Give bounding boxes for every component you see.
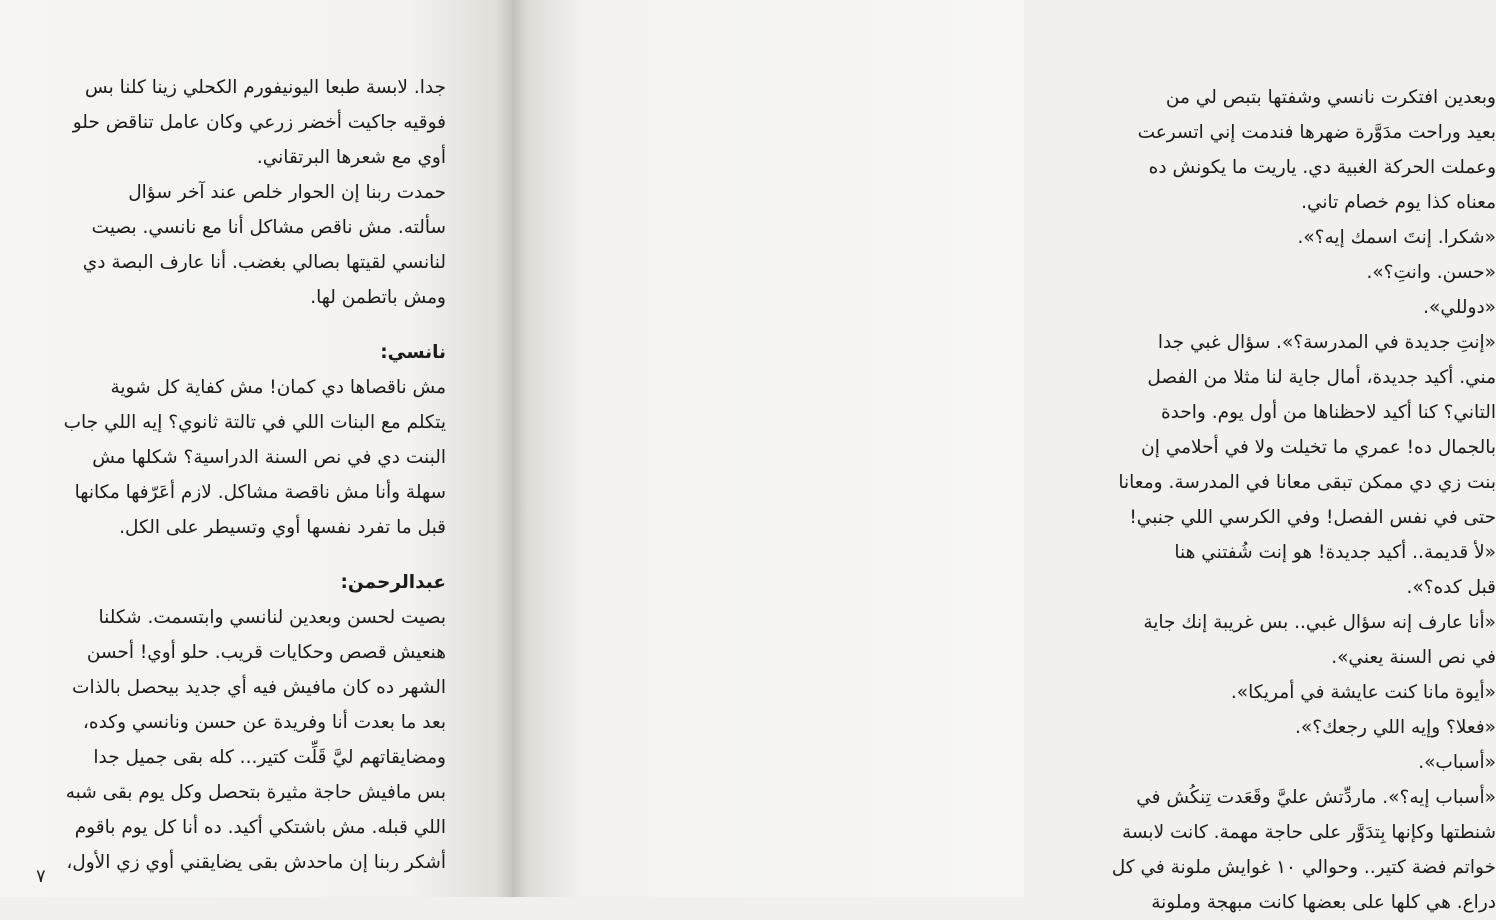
text-line: بعد ما بعدت أنا وفريدة عن حسن ونانسي وكده، bbox=[82, 712, 446, 733]
text-line: هنعيش قصص وحكايات قريب. حلو أوي! أحسن bbox=[86, 642, 446, 663]
text-line: ومش باتطمن لها. bbox=[310, 287, 446, 308]
text-line: «أنا عارف إنه سؤال غبي.. بس غريبة إنك جاية bbox=[1143, 612, 1496, 633]
text-line: لنانسي لقيتها بصالي بغضب. أنا عارف البصة دي bbox=[82, 252, 446, 273]
text-line: دراع. هي كلها على بعضها كانت مبهجة وملونة bbox=[1151, 892, 1496, 913]
text-line: بعيد وراحت مدَوَّرة ضهرها فندمت إني اتسرعت bbox=[1137, 122, 1496, 143]
text-line: «أسباب إيه؟». ماردِّتش عليَّ وقَعَدت تِنكُش في bbox=[1136, 787, 1496, 808]
section-heading: عبدالرحمن: bbox=[340, 572, 446, 593]
text-line: الشهر ده كان مافيش فيه أي جديد بيحصل بالذات bbox=[72, 677, 446, 698]
text-line: شنطتها وكإنها بِتدَوَّر على حاجة مهمة. كانت لابسة bbox=[1122, 822, 1496, 843]
text-line: بس مافيش حاجة مثيرة بتحصل وكل يوم بقى شبه bbox=[65, 782, 446, 803]
text-line: «دوللي». bbox=[1423, 297, 1496, 318]
text-line: «شكرا. إنتَ اسمك إيه؟». bbox=[1297, 227, 1496, 248]
section-heading: نانسي: bbox=[380, 342, 446, 363]
text-line: البنت دي في نص السنة الدراسية؟ شكلها مش bbox=[92, 447, 446, 468]
text-line: اللي قبله. مش باشتكي أكيد. ده أنا كل يوم باقوم bbox=[74, 817, 446, 838]
text-line: جدا. لابسة طبعا اليونيفورم الكحلي زينا كلنا بس bbox=[85, 77, 446, 98]
text-line: حتى في نفس الفصل! وفي الكرسي اللي جنبي! bbox=[1129, 507, 1496, 528]
text-line: قبل ما تفرد نفسها أوي وتسيطر على الكل. bbox=[119, 517, 446, 538]
text-line: حمدت ربنا إن الحوار خلص عند آخر سؤال bbox=[128, 182, 446, 203]
text-line: ومضايقاتهم ليَّ قَلِّت كتير... كله بقى جميل جدا bbox=[93, 747, 446, 768]
right-page bbox=[512, 0, 1496, 913]
text-line: فوقيه جاكيت أخضر زرعي وكان عامل تناقض حلو bbox=[72, 112, 446, 133]
text-line: معناه كذا يوم خصام تاني. bbox=[1301, 192, 1496, 213]
text-line: وعملت الحركة الغبية دي. ياريت ما يكونش ده bbox=[1148, 157, 1496, 178]
text-line: «أيوة مانا كنت عايشة في أمريكا». bbox=[1230, 682, 1496, 703]
text-line: مش ناقصاها دي كمان! مش كفاية كل شوية bbox=[110, 377, 446, 398]
paragraph-gap bbox=[36, 315, 446, 335]
left-page-text bbox=[36, 70, 446, 880]
left-page bbox=[0, 0, 512, 897]
text-line: بصيت لحسن وبعدين لنانسي وابتسمت. شكلنا bbox=[98, 607, 446, 628]
left-page-number: ٧ bbox=[36, 866, 46, 887]
text-line: أشكر ربنا إن ماحدش بقى يضايقني أوي زي الأول، bbox=[66, 852, 446, 873]
text-line: «إنتِ جديدة في المدرسة؟». سؤال غبي جدا bbox=[1157, 332, 1496, 353]
text-line: أوي مع شعرها البرتقاني. bbox=[256, 147, 446, 168]
book-gutter bbox=[496, 0, 528, 897]
text-line: بالجمال ده! عمري ما تخيلت ولا في أحلامي إن bbox=[1141, 437, 1496, 458]
text-line: سهلة وأنا مش ناقصة مشاكل. لازم أعَرّفها مكانها bbox=[74, 482, 446, 503]
text-line: يتكلم مع البنات اللي في تالتة ثانوي؟ إيه اللي جاب bbox=[63, 412, 446, 433]
text-line: مني. أكيد جديدة، أمال جاية لنا مثلا من الفصل bbox=[1147, 367, 1496, 388]
text-line: خواتم فضة كتير.. وحوالي ١٠ غوايش ملونة في كل bbox=[1111, 857, 1496, 878]
paragraph-gap bbox=[36, 545, 446, 565]
right-page-text bbox=[1111, 80, 1496, 920]
text-line: «لأ قديمة.. أكيد جديدة! هو إنت شُفتني هنا bbox=[1174, 542, 1496, 563]
text-line: «حسن. وانتِ؟». bbox=[1366, 262, 1496, 283]
text-line: قبل كده؟». bbox=[1406, 577, 1496, 598]
text-line: وبعدين افتكرت نانسي وشفتها بتبص لي من bbox=[1165, 87, 1496, 108]
text-line: سألته. مش ناقص مشاكل أنا مع نانسي. بصيت bbox=[91, 217, 446, 238]
text-line: «أسباب». bbox=[1418, 752, 1496, 773]
text-line: «فعلا؟ وإيه اللي رجعك؟». bbox=[1295, 717, 1496, 738]
text-line: بنت زي دي ممكن تبقى معانا في المدرسة. ومعانا bbox=[1118, 472, 1496, 493]
text-line: في نص السنة يعني». bbox=[1331, 647, 1496, 668]
text-line: التاني؟ كنا أكيد لاحظناها من أول يوم. واحدة bbox=[1160, 402, 1496, 423]
